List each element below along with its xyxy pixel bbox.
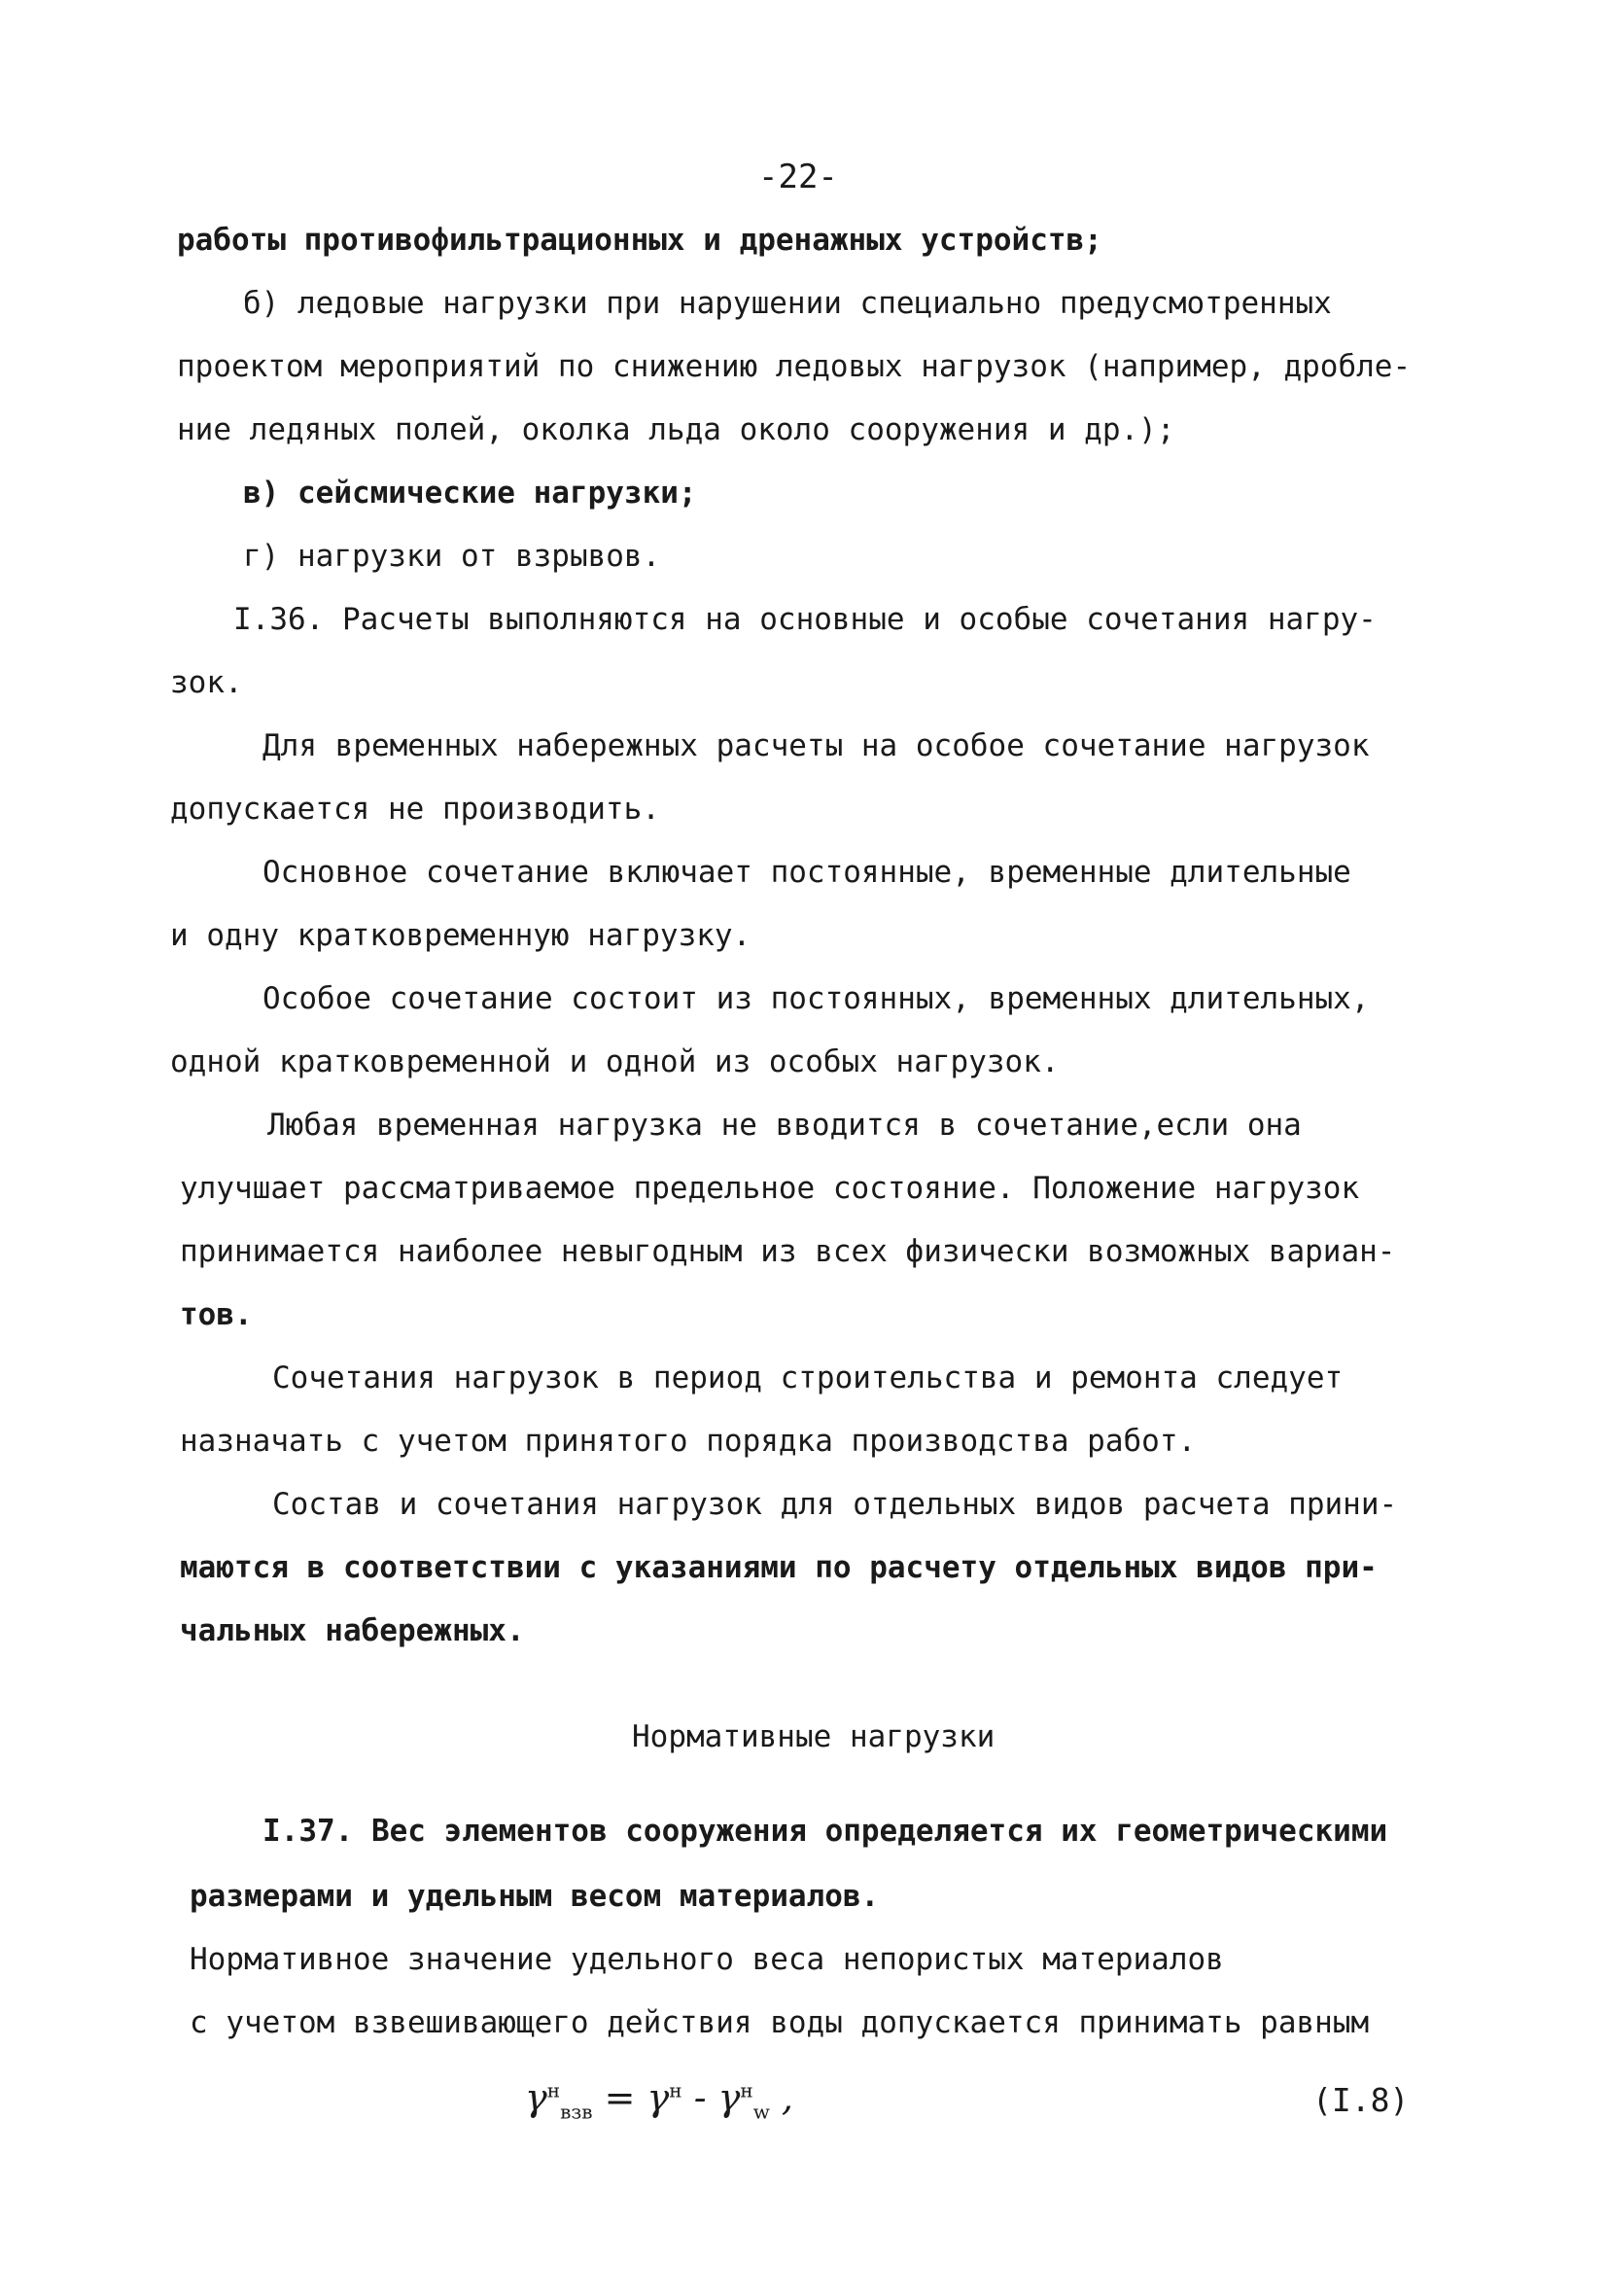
text-line: принимается наиболее невыгодным из всех физически возможных вариан-: [180, 1234, 1396, 1269]
formula-lhs: γ: [525, 2076, 547, 2119]
text-line: Основное сочетание включает постоянные, временные длительные: [262, 855, 1351, 890]
formula-equals: =: [604, 2076, 636, 2119]
formula: [525, 2076, 793, 2124]
text-line: назначать с учетом принятого порядка производства работ.: [180, 1424, 1197, 1459]
text-line: б) ледовые нагрузки при нарушении специально предусмотренных: [243, 286, 1332, 321]
text-line: Сочетания нагрузок в период строительства и ремонта следует: [272, 1360, 1344, 1395]
formula-lhs-sup: н: [546, 2078, 561, 2102]
text-line: Нормативное значение удельного веса непористых материалов: [190, 1942, 1224, 1977]
text-line: ние ледяных полей, околка льда около сооружения и др.);: [177, 412, 1175, 447]
formula-rhs2: γ: [717, 2076, 741, 2119]
text-line: работы противофильтрационных и дренажных устройств;: [177, 223, 1102, 258]
text-line: с учетом взвешивающего действия воды допускается принимать равным: [190, 2005, 1370, 2040]
text-line: зок.: [170, 665, 243, 700]
text-line: г) нагрузки от взрывов.: [243, 539, 661, 574]
formula-comma: ,: [781, 2076, 793, 2119]
text-line: и одну кратковременную нагрузку.: [170, 918, 751, 953]
text-line: Для временных набережных расчеты на особое сочетание нагрузок: [262, 728, 1370, 763]
text-line: размерами и удельным весом материалов.: [190, 1879, 880, 1914]
text-line: в) сейсмические нагрузки;: [243, 476, 697, 511]
text-line: Состав и сочетания нагрузок для отдельных видов расчета прини-: [272, 1487, 1398, 1522]
text-line: маются в соответствии с указаниями по расчету отдельных видов при-: [180, 1550, 1378, 1585]
text-line: допускается не производить.: [170, 792, 660, 827]
text-line: улучшает рассматриваемое предельное состояние. Положение нагрузок: [180, 1171, 1360, 1206]
text-line: I.37. Вес элементов сооружения определяется их геометрическими: [262, 1814, 1388, 1849]
formula-rhs1-sup: н: [669, 2078, 682, 2102]
text-line: чальных набережных.: [180, 1613, 525, 1648]
text-line: I.36. Расчеты выполняются на основные и особые сочетания нагру-: [233, 602, 1377, 637]
formula-lhs-sub: взв: [560, 2100, 593, 2124]
equation-number: (I.8): [1312, 2081, 1410, 2119]
section-heading: Нормативные нагрузки: [632, 1719, 996, 1754]
text-line: проектом мероприятий по снижению ледовых нагрузок (например, дробле-: [177, 349, 1412, 384]
page-number: -22-: [758, 158, 838, 196]
formula-rhs2-sub: w: [752, 2100, 770, 2124]
text-line: одной кратковременной и одной из особых нагрузок.: [170, 1044, 1060, 1079]
formula-rhs2-sup: н: [740, 2078, 753, 2102]
text-line: Любая временная нагрузка не вводится в сочетание,если она: [267, 1108, 1302, 1143]
formula-minus: -: [693, 2076, 707, 2119]
formula-rhs1: γ: [646, 2076, 670, 2119]
text-line: Особое сочетание состоит из постоянных, временных длительных,: [262, 981, 1370, 1016]
text-line: тов.: [180, 1297, 253, 1332]
